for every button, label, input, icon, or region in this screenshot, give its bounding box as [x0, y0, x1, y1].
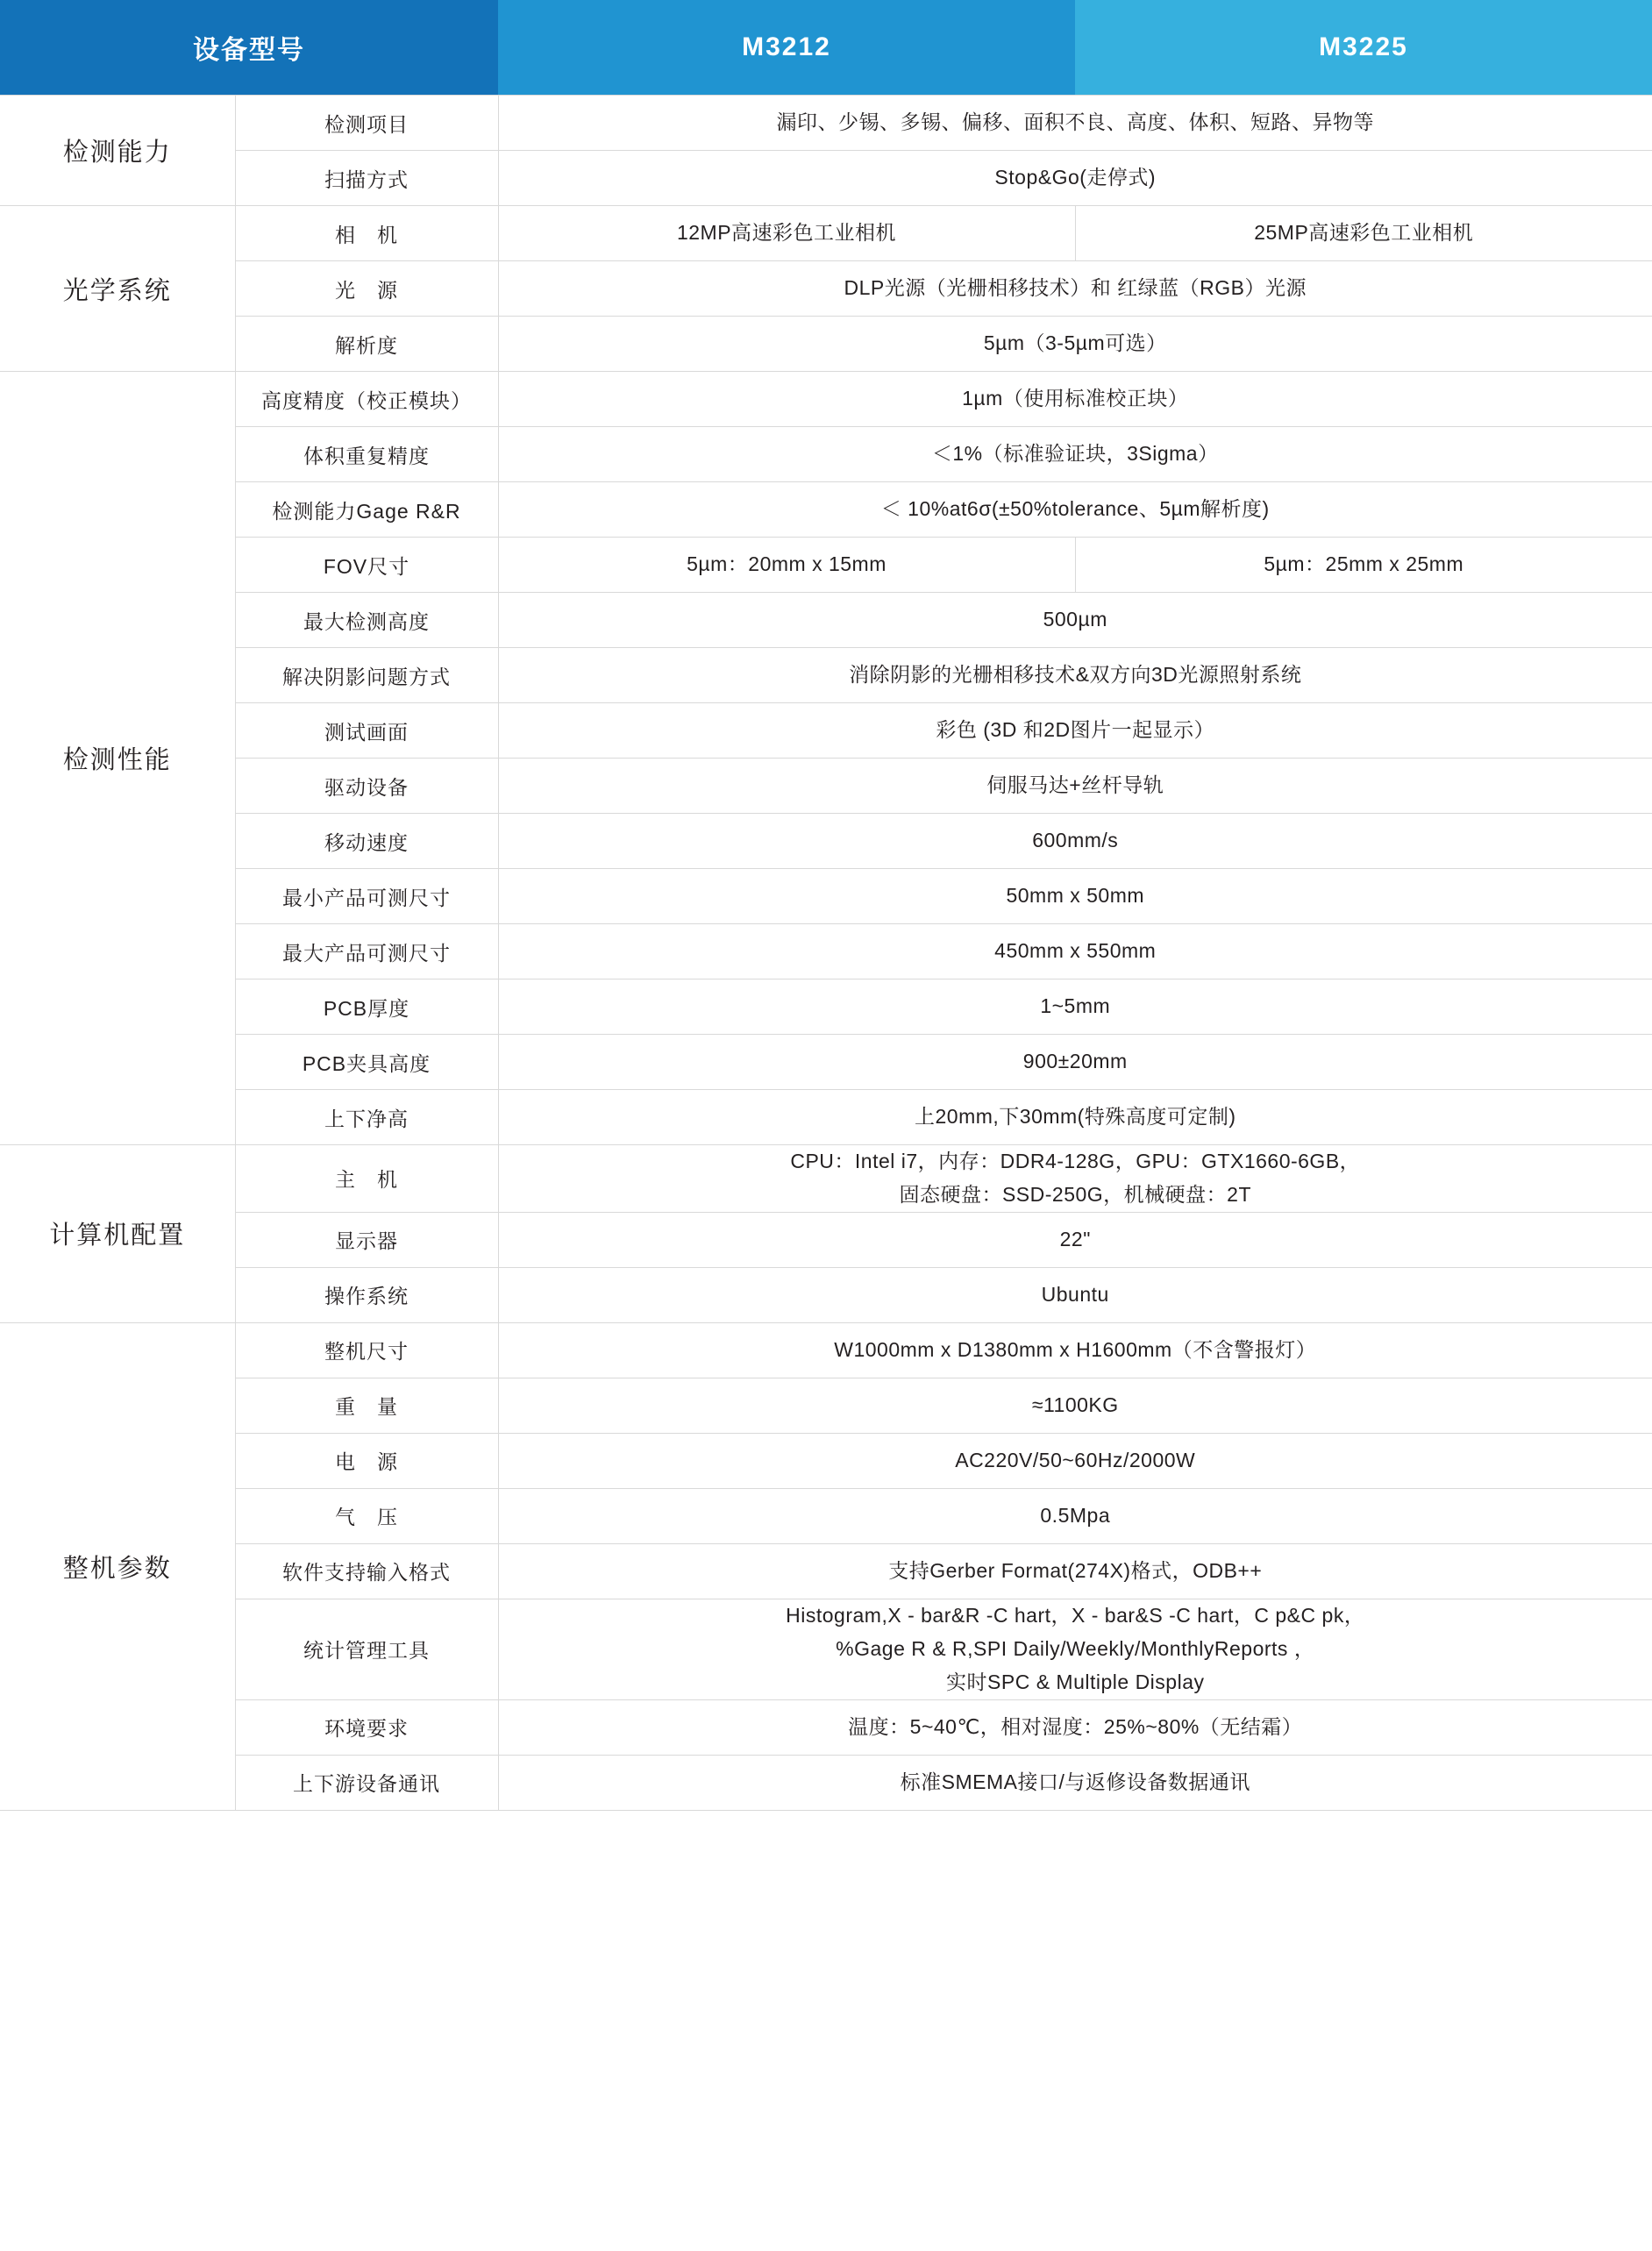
table-row	[0, 1488, 1652, 1543]
table-row	[0, 206, 1652, 261]
row-value-m3212: 12MP高速彩色工业相机	[498, 206, 1075, 261]
group-label: 整机参数	[0, 1322, 235, 1810]
row-item-label: 移动速度	[235, 814, 498, 869]
row-value: 0.5Mpa	[498, 1488, 1652, 1543]
row-item-label: 显示器	[235, 1212, 498, 1267]
table-row	[0, 1378, 1652, 1433]
table-row	[0, 703, 1652, 759]
table-row	[0, 759, 1652, 814]
row-item-label: 主 机	[235, 1145, 498, 1213]
table-body	[0, 96, 1652, 1811]
row-value: 上20mm,下30mm(特殊高度可定制)	[498, 1090, 1652, 1145]
row-value-m3225: 25MP高速彩色工业相机	[1075, 206, 1652, 261]
table-row	[0, 869, 1652, 924]
row-item-label: 高度精度（校正模块）	[235, 372, 498, 427]
header-model-label: 设备型号	[0, 0, 498, 96]
row-value: 900±20mm	[498, 1035, 1652, 1090]
row-item-label: 驱动设备	[235, 759, 498, 814]
row-item-label: 最大产品可测尺寸	[235, 924, 498, 979]
row-value: 温度：5~40℃，相对湿度：25%~80%（无结霜）	[498, 1699, 1652, 1755]
table-row	[0, 648, 1652, 703]
table-row	[0, 814, 1652, 869]
header-column-m3225: M3225	[1075, 0, 1652, 96]
row-value: Histogram,X - bar&R -C hart，X - bar&S -C hart，C p&C pk， %Gage R & R,SPI Daily/Weekly/MonthlyReports ， 实时SPC & Multiple Display	[498, 1599, 1652, 1699]
group-label: 检测性能	[0, 372, 235, 1145]
row-value: 50mm x 50mm	[498, 869, 1652, 924]
row-value: 消除阴影的光栅相移技术&双方向3D光源照射系统	[498, 648, 1652, 703]
row-item-label: 光 源	[235, 261, 498, 317]
table-row	[0, 1433, 1652, 1488]
row-value: ≈1100KG	[498, 1378, 1652, 1433]
row-value-m3212: 5µm：20mm x 15mm	[498, 538, 1075, 593]
row-item-label: 软件支持输入格式	[235, 1543, 498, 1599]
row-value: 500µm	[498, 593, 1652, 648]
row-item-label: 上下净高	[235, 1090, 498, 1145]
table-row	[0, 427, 1652, 482]
row-value: 彩色 (3D 和2D图片一起显示）	[498, 703, 1652, 759]
row-value: AC220V/50~60Hz/2000W	[498, 1433, 1652, 1488]
row-value: CPU：Intel i7，内存：DDR4-128G，GPU：GTX1660-6GB， 固态硬盘：SSD-250G，机械硬盘：2T	[498, 1145, 1652, 1213]
row-item-label: 电 源	[235, 1433, 498, 1488]
row-item-label: 上下游设备通讯	[235, 1755, 498, 1810]
row-value: W1000mm x D1380mm x H1600mm（不含警报灯）	[498, 1322, 1652, 1378]
row-value: DLP光源（光栅相移技术）和 红绿蓝（RGB）光源	[498, 261, 1652, 317]
table-row	[0, 96, 1652, 151]
table-row	[0, 1090, 1652, 1145]
table-row	[0, 593, 1652, 648]
row-value: 伺服马达+丝杆导轨	[498, 759, 1652, 814]
table-row	[0, 151, 1652, 206]
table-header-row	[0, 0, 1652, 96]
table-row	[0, 1322, 1652, 1378]
table-row	[0, 1755, 1652, 1810]
table-row	[0, 482, 1652, 538]
row-item-label: 最小产品可测尺寸	[235, 869, 498, 924]
row-item-label: PCB夹具高度	[235, 1035, 498, 1090]
row-value-m3225: 5µm：25mm x 25mm	[1075, 538, 1652, 593]
row-item-label: FOV尺寸	[235, 538, 498, 593]
row-item-label: 重 量	[235, 1378, 498, 1433]
header-column-m3212: M3212	[498, 0, 1075, 96]
row-value: ＜1%（标准验证块，3Sigma）	[498, 427, 1652, 482]
row-item-label: 检测项目	[235, 96, 498, 151]
row-value: 支持Gerber Format(274X)格式，ODB++	[498, 1543, 1652, 1599]
row-value: 450mm x 550mm	[498, 924, 1652, 979]
table-row	[0, 1145, 1652, 1213]
table-row	[0, 924, 1652, 979]
group-label: 计算机配置	[0, 1145, 235, 1323]
table-row	[0, 1212, 1652, 1267]
row-value: Ubuntu	[498, 1267, 1652, 1322]
row-value: 5µm（3-5µm可选）	[498, 317, 1652, 372]
row-item-label: 解决阴影问题方式	[235, 648, 498, 703]
row-item-label: 整机尺寸	[235, 1322, 498, 1378]
group-label: 光学系统	[0, 206, 235, 372]
table-row	[0, 1267, 1652, 1322]
table-row	[0, 1699, 1652, 1755]
row-value: 标准SMEMA接口/与返修设备数据通讯	[498, 1755, 1652, 1810]
row-item-label: 操作系统	[235, 1267, 498, 1322]
row-item-label: 扫描方式	[235, 151, 498, 206]
row-item-label: 解析度	[235, 317, 498, 372]
table-row	[0, 317, 1652, 372]
row-value: Stop&Go(走停式)	[498, 151, 1652, 206]
table-row	[0, 1035, 1652, 1090]
row-item-label: 相 机	[235, 206, 498, 261]
row-value: 600mm/s	[498, 814, 1652, 869]
row-item-label: 最大检测高度	[235, 593, 498, 648]
table-row	[0, 538, 1652, 593]
row-value: 漏印、少锡、多锡、偏移、面积不良、高度、体积、短路、异物等	[498, 96, 1652, 151]
table-row	[0, 372, 1652, 427]
row-value: ＜ 10%at6σ(±50%tolerance、5µm解析度)	[498, 482, 1652, 538]
row-item-label: 测试画面	[235, 703, 498, 759]
row-value: 1~5mm	[498, 979, 1652, 1035]
row-item-label: 环境要求	[235, 1699, 498, 1755]
table-row	[0, 1543, 1652, 1599]
row-item-label: PCB厚度	[235, 979, 498, 1035]
row-item-label: 气 压	[235, 1488, 498, 1543]
row-value: 22"	[498, 1212, 1652, 1267]
table-row	[0, 979, 1652, 1035]
group-label: 检测能力	[0, 96, 235, 206]
row-item-label: 体积重复精度	[235, 427, 498, 482]
row-value: 1µm（使用标准校正块）	[498, 372, 1652, 427]
row-item-label: 检测能力Gage R&R	[235, 482, 498, 538]
table-row	[0, 1599, 1652, 1699]
table-row	[0, 261, 1652, 317]
row-item-label: 统计管理工具	[235, 1599, 498, 1699]
